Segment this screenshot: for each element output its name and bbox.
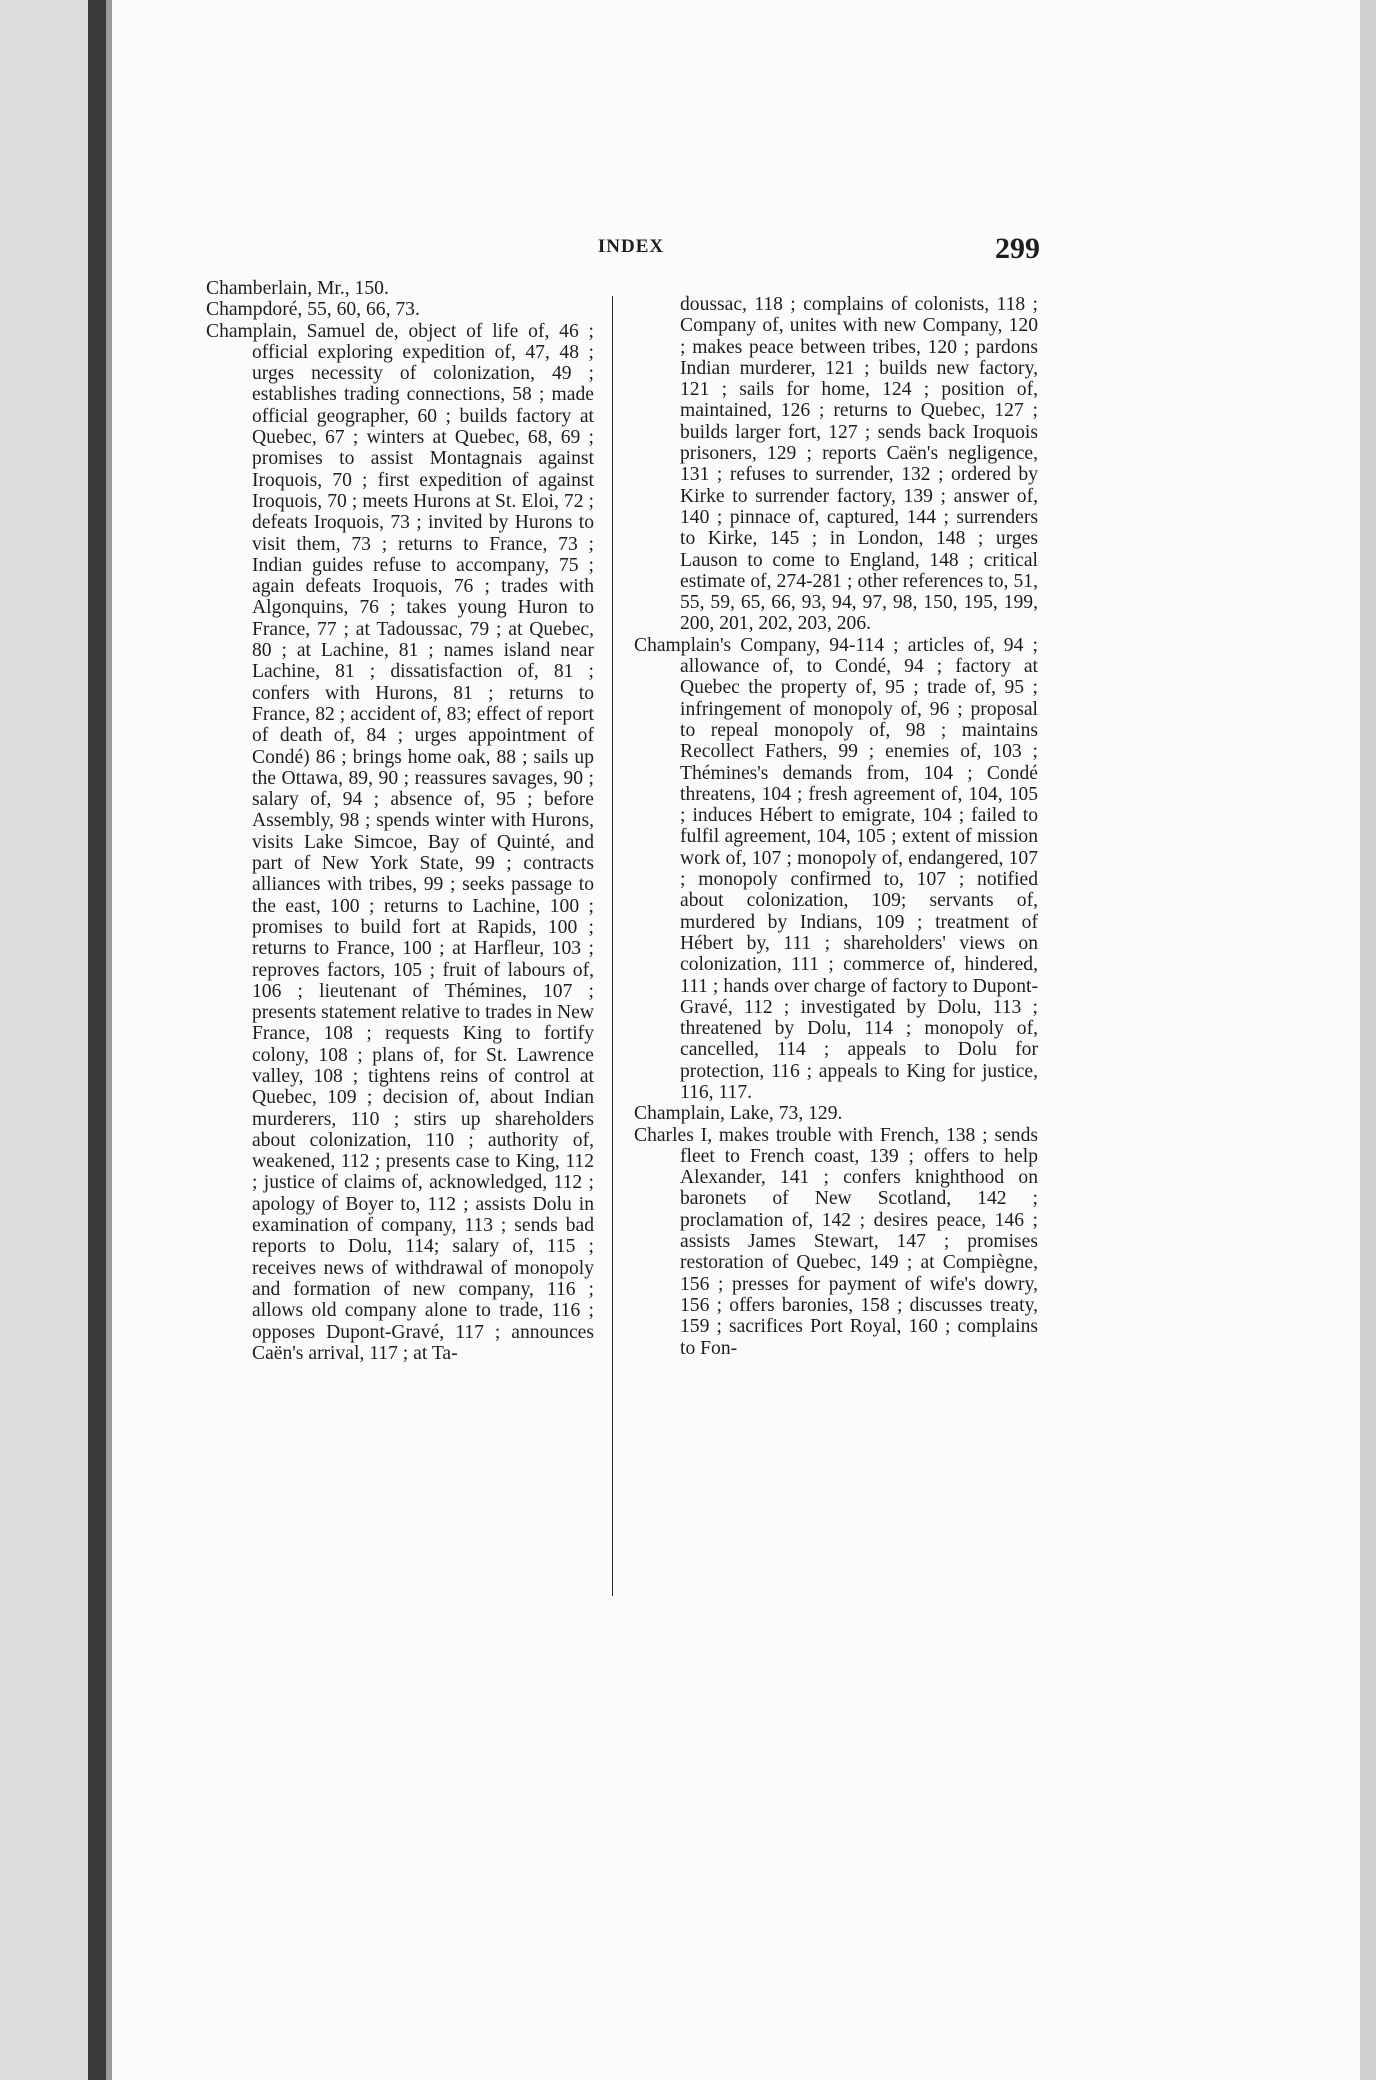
index-entry: Chamberlain, Mr., 150. [206, 278, 389, 299]
index-column-left [206, 278, 594, 1364]
index-entry-continuation: doussac, 118 ; complains of colonists, 118 ; Company of, unites with new Company, 120 ; makes peace between tribes, 120 ; pardons Indian murderer, 121 ; builds new factory, 121 ; sails for home, 124 ; position of, maintained, 126 ; returns to Quebec, 127 ; builds larger fort, 127 ; sends back Iroquois prisoners, 129 ; reports Caën's negligence, 131 ; refuses to surrender, 132 ; ordered by Kirke to surrender factory, 139 ; answer of, 140 ; pinnace of, captured, 144 ; surrenders to Kirke, 145 ; in London, 148 ; urges Lauson to come to England, 148 ; critical estimate of, 274-281 ; other references to, 51, 55, 59, 65, 66, 93, 94, 97, 98, 150, 195, 199, 200, 201, 202, 203, 206. [680, 294, 1038, 635]
index-entry: Champlain's Company, 94-114 ; articles of, 94 ; allowance of, to Condé, 94 ; factory at Quebec the property of, 95 ; trade of, 95 ; infringement of monopoly of, 96 ; proposal to repeal monopoly of, 98 ; maintains Recollect Fathers, 99 ; enemies of, 103 ; Thémines's demands from, 104 ; Condé threatens, 104 ; fresh agreement of, 104, 105 ; induces Hébert to emigrate, 104 ; failed to fulfil agreement, 104, 105 ; extent of mission work of, 107 ; monopoly of, endangered, 107 ; monopoly confirmed to, 107 ; notified about colonization, 109; servants of, murdered by Indians, 109 ; treatment of Hébert by, 111 ; shareholders' views on colonization, 111 ; commerce of, hindered, 111 ; hands over charge of factory to Dupont-Gravé, 112 ; investigated by Dolu, 113 ; threatened by Dolu, 114 ; monopoly of, cancelled, 114 ; appeals to Dolu for protection, 116 ; appeals to King for justice, 116, 117. [634, 634, 1038, 1103]
page-spine-edge [106, 0, 112, 2080]
index-entry: Charles I, makes trouble with French, 138 ; sends fleet to French coast, 139 ; offers to help Alexander, 141 ; confers knighthood on baronets of New Scotland, 142 ; proclamation of, 142 ; desires peace, 146 ; assists James Stewart, 147 ; promises restoration of Quebec, 149 ; at Compiègne, 156 ; presses for payment of wife's dowry, 156 ; offers baronies, 158 ; discusses treaty, 159 ; sacrifices Port Royal, 160 ; complains to Fon- [634, 1124, 1038, 1359]
page-spine-shadow [88, 0, 106, 2080]
page-right-edge [1360, 0, 1376, 2080]
index-entry: Champdoré, 55, 60, 66, 73. [206, 299, 420, 321]
index-column-right [634, 294, 1038, 1359]
index-entry: Champlain, Lake, 73, 129. [634, 1103, 843, 1125]
index-entry: Champlain, Samuel de, object of life of, 46 ; official exploring expedition of, 47, 48 ; urges necessity of colonization, 49 ; establishes trading connections, 58 ; made official geographer, 60 ; builds factory at Quebec, 67 ; winters at Quebec, 68, 69 ; promises to assist Montagnais against Iroquois, 70 ; first expedition of against Iroquois, 70 ; meets Hurons at St. Eloi, 72 ; defeats Iroquois, 73 ; invited by Hurons to visit them, 73 ; returns to France, 73 ; Indian guides refuse to accompany, 75 ; again defeats Iroquois, 76 ; trades with Algonquins, 76 ; takes young Huron to France, 77 ; at Tadoussac, 79 ; at Quebec, 80 ; at Lachine, 81 ; names island near Lachine, 81 ; dissatisfaction of, 81 ; confers with Hurons, 81 ; returns to France, 82 ; accident of, 83; effect of report of death of, 84 ; urges appointment of Condé) 86 ; brings home oak, 88 ; sails up the Ottawa, 89, 90 ; reassures savages, 90 ; salary of, 94 ; absence of, 95 ; before Assembly, 98 ; spends winter with Hurons, visits Lake Simcoe, Bay of Quinté, and part of New York State, 99 ; contracts alliances with tribes, 99 ; seeks passage to the east, 100 ; returns to Lachine, 100 ; promises to build fort at Rapids, 100 ; returns to France, 100 ; at Harfleur, 103 ; reproves factors, 105 ; fruit of labours of, 106 ; lieutenant of Thémines, 107 ; presents statement relative to trades in New France, 108 ; requests King to fortify colony, 108 ; plans of, for St. Lawrence valley, 108 ; tightens reins of control at Quebec, 109 ; decision of, about Indian murderers, 110 ; stirs up shareholders about colonization, 110 ; authority of, weakened, 112 ; presents case to King, 112 ; justice of claims of, acknowledged, 112 ; apology of Boyer to, 112 ; assists Dolu in examination of company, 113 ; sends bad reports to Dolu, 114; salary of, 115 ; receives news of withdrawal of monopoly and formation of new company, 116 ; allows old company alone to trade, 116 ; opposes Dupont-Gravé, 117 ; announces Caën's arrival, 117 ; at Ta- [206, 320, 594, 1364]
page-number: 299 [995, 232, 1040, 265]
column-divider [612, 296, 613, 1596]
running-header: INDEX [597, 236, 665, 257]
